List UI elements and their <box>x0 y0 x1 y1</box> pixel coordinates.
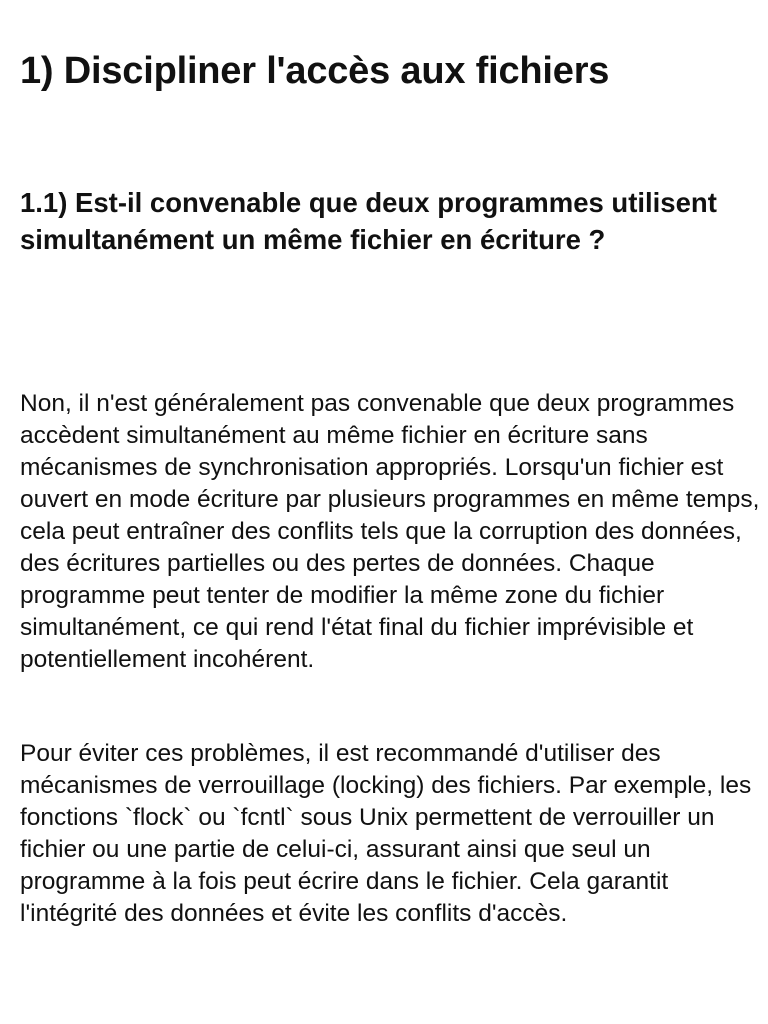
body-paragraph-2: Pour éviter ces problèmes, il est recommandé d'utiliser des mécanismes de verrouillage (locking) des fichiers. Par exemple, les fonctions `flock` ou `fcntl` sous Unix permettent de verrouiller un fichier ou une partie de celui-ci, assurant ainsi que seul un programme à la fois peut écrire dans le fichier. Cela garantit l'intégrité des données et évite les conflits d'accès. <box>20 740 752 927</box>
section-heading: 1) Discipliner l'accès aux fichiers <box>20 50 610 92</box>
body-paragraph-1: Non, il n'est généralement pas convenable que deux programmes accèdent simultanément au même fichier en écriture sans mécanismes de synchronisation appropriés. Lorsqu'un fichier est ouvert en mode écriture par plusieurs programmes en même temps, cela peut entraîner des conflits tels que la corruption des données, des écritures partielles ou des pertes de données. Chaque programme peut tenter de modifier la même zone du fichier simultanément, ce qui rend l'état final du fichier imprévisible et potentiellement incohérent. <box>20 390 760 673</box>
subsection-heading: 1.1) Est-il convenable que deux programmes utilisent simultanément un même fichier en écriture ? <box>20 187 717 255</box>
